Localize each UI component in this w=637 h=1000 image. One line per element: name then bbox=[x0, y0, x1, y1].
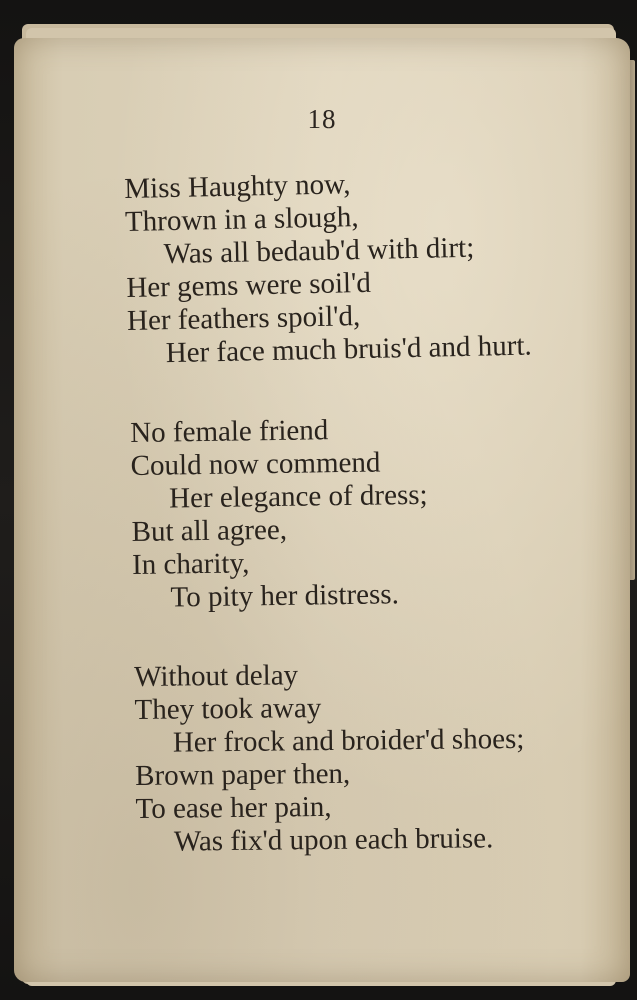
poem-line: But all agree, bbox=[131, 513, 288, 548]
poem-line: Could now commend bbox=[130, 446, 381, 482]
poem-line: Thrown in a slough, bbox=[124, 201, 359, 238]
stanza bbox=[124, 163, 608, 371]
poem-line: Brown paper then, bbox=[135, 757, 351, 792]
poem-line: Miss Haughty now, bbox=[124, 168, 351, 205]
poem-line: Her elegance of dress; bbox=[168, 478, 428, 515]
poem-line: Without delay bbox=[134, 659, 299, 693]
poem-line: To pity her distress. bbox=[170, 578, 400, 614]
poem-line: To ease her pain, bbox=[135, 790, 332, 825]
stanza bbox=[134, 656, 606, 859]
poem-line: Was all bedaub'd with dirt; bbox=[163, 231, 475, 271]
poem-line: No female friend bbox=[130, 414, 329, 449]
poem bbox=[124, 168, 604, 905]
poem-line: Her frock and broider'd shoes; bbox=[172, 722, 525, 759]
poem-line: Her feathers spoil'd, bbox=[126, 300, 361, 337]
stanza bbox=[130, 410, 607, 615]
poem-line: They took away bbox=[134, 692, 322, 726]
book-page bbox=[14, 38, 630, 982]
poem-line: Her gems were soil'd bbox=[126, 266, 372, 304]
poem-line: Was fix'd upon each bruise. bbox=[173, 822, 494, 858]
poem-line: Her face much bruis'd and hurt. bbox=[165, 329, 533, 370]
poem-line: In charity, bbox=[131, 547, 250, 581]
page-number: 18 bbox=[307, 104, 337, 134]
